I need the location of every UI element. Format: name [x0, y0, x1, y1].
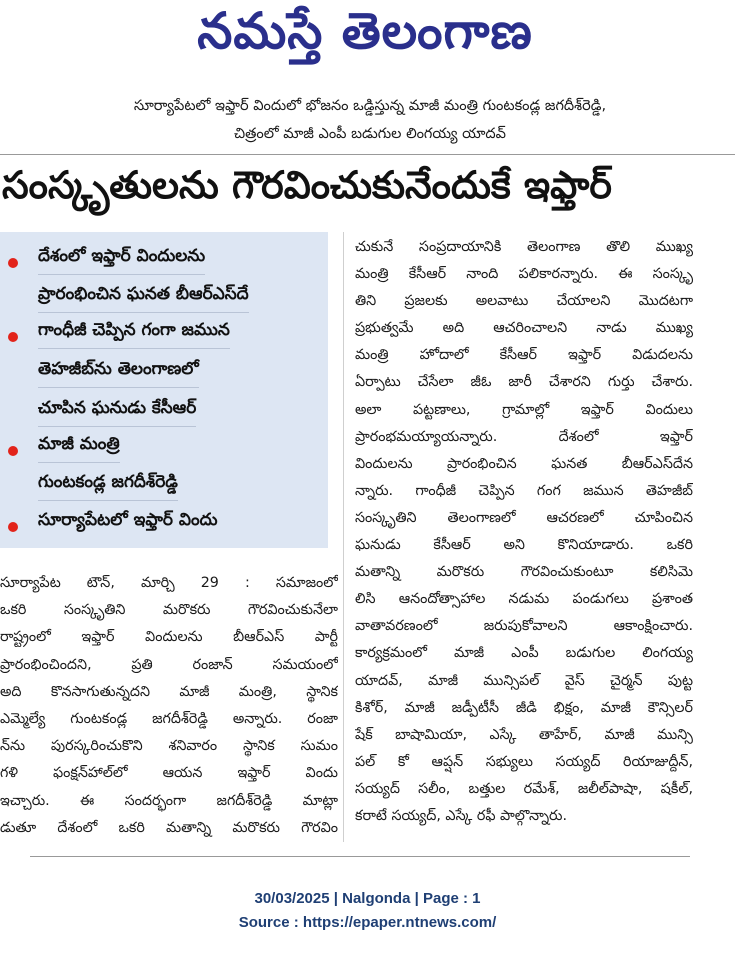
- body-line: ఇచ్చారు. ఈ సందర్భంగా జగదీశ్‌రెడ్డి మాట్లా: [0, 792, 338, 809]
- body-line: అలా పట్టణాలు, గ్రామాల్లో ఇఫ్తార్ విందులు: [355, 401, 693, 418]
- body-line: న్నారు. గాంధీజీ చెప్పిన గంగ జమున తెహజీబ్: [355, 482, 693, 499]
- highlight-line: గాంధీజీ చెప్పిన గంగా జమున: [38, 320, 230, 349]
- caption-divider: [0, 154, 735, 155]
- bullet-icon: [8, 522, 18, 532]
- body-line: చుకునే సంప్రదాయానికి తెలంగాణ తొలి ముఖ్య: [355, 239, 693, 255]
- article-headline: సంస్కృతులను గౌరవించుకునేందుకే ఇఫ్తార్: [2, 163, 612, 207]
- body-line: పల్ కో ఆప్షన్ సభ్యులు సయ్యద్ రియాజుద్దీన్,: [355, 753, 693, 770]
- body-line: లిసి ఆనందోత్సాహాల నడుమ పండుగలు ప్రశాంత: [355, 591, 693, 608]
- photo-caption-line: సూర్యాపేటలో ఇఫ్తార్ విందులో భోజనం ఒడ్డిస్తున్న మాజీ మంత్రి గుంటకండ్ల జగదీశ్‌రెడ్డి,: [133, 98, 607, 114]
- body-line: డుతూ దేశంలో ఒకరి మతాన్ని మరొకరు గౌరవిం: [0, 819, 338, 836]
- body-line: ఘనుడు కేసీఆర్ అని కొనియాడారు. ఒకరి: [355, 537, 693, 554]
- photo-caption-line: చిత్రంలో మాజీ ఎంపీ బడుగుల లింగయ్య యాదవ్: [234, 126, 506, 142]
- body-line: ఎమ్మెల్యే గుంటకండ్ల జగదీశ్‌రెడ్డి అన్నారు. రంజా: [0, 710, 338, 727]
- highlight-line: తెహజీబ్‌ను తెలంగాణలో: [38, 359, 199, 388]
- body-line: మంత్రి హోదాలో కేసీఆర్ ఇఫ్తార్ విడుదలను: [355, 347, 693, 364]
- body-line: సయ్యద్ సలీం, బత్తుల రమేశ్, జలీల్‌పాషా, షకీల్,: [355, 780, 693, 797]
- body-line: కరాటే సయ్యద్, ఎస్కే రఫీ పాల్గొన్నారు.: [355, 807, 568, 824]
- body-line: తిని ప్రజలకు అలవాటు చేయాలని మొదటగా: [355, 293, 693, 310]
- bottom-divider: [30, 856, 690, 857]
- body-line: ఒకరి సంస్కృతిని మరొకరు గౌరవించుకునేలా: [0, 602, 338, 619]
- highlight-line: మాజీ మంత్రి: [38, 434, 120, 463]
- bullet-icon: [8, 258, 18, 268]
- column-divider: [343, 232, 344, 842]
- article-body-right-column: [355, 234, 693, 830]
- body-line: ప్రారంభమయ్యాయన్నారు. దేశంలో ఇఫ్తార్: [355, 428, 693, 445]
- body-line: షేక్ బాషామియా, ఎస్కే తాహేర్, మాజీ మున్సి: [355, 726, 693, 743]
- highlight-line: దేశంలో ఇఫ్తార్ విందులను: [38, 246, 205, 275]
- body-line: సూర్యాపేట టౌన్, మార్చి 29 : సమాజంలో: [0, 575, 338, 591]
- body-line: రాష్ట్రంలో ఇఫ్తార్ విందులను బీఆర్‌ఎస్ పార్టీ: [0, 629, 338, 646]
- highlight-line: చూపిన ఘనుడు కేసీఆర్: [38, 398, 196, 427]
- body-line: మంత్రి కేసీఆర్ నాంది పలికారన్నారు. ఈ సంస్కృ: [355, 266, 693, 283]
- body-line: న్‌ను పురస్కరించుకొని శనివారం స్థానిక సుమం: [0, 738, 338, 755]
- source-link[interactable]: Source : https://epaper.ntnews.com/: [238, 914, 497, 931]
- bullet-icon: [8, 332, 18, 342]
- body-line: అది కొనసాగుతున్నదని మాజీ మంత్రి, స్థానిక: [0, 683, 338, 700]
- body-line: ప్రభుత్వమే అది ఆచరించాలని నాడు ముఖ్య: [355, 320, 693, 337]
- edition-info: 30/03/2025 | Nalgonda | Page : 1: [254, 890, 481, 907]
- body-line: కిశోర్, మాజీ జడ్పీటీసీ జీడి భిక్షం, మాజీ కౌన్సిలర్: [355, 699, 693, 716]
- bullet-icon: [8, 446, 18, 456]
- highlight-line: గుంటకండ్ల జగదీశ్‌రెడ్డి: [38, 472, 178, 501]
- highlights-box: [0, 232, 328, 548]
- body-line: యాదవ్, మాజీ మున్సిపల్ వైస్ చైర్మన్ పుట్ట: [355, 672, 693, 689]
- highlight-line: ప్రారంభించిన ఘనత బీఆర్‌ఎస్‌దే: [38, 284, 249, 313]
- body-line: ఏర్పాటు చేసేలా జీఓ జారీ చేశారని గుర్తు చేశారు.: [355, 374, 693, 391]
- body-line: సంస్కృతిని తెలంగాణలో ఆచరణలో చూపించిన: [355, 509, 693, 526]
- masthead-title: నమస్తే తెలంగాణ: [197, 1, 533, 60]
- body-line: గళి ఫంక్షన్‌హాల్‌లో ఆయన ఇఫ్తార్ విందు: [0, 765, 338, 782]
- body-line: వాతావరణంలో జరుపుకోవాలని ఆకాంక్షించారు.: [355, 618, 693, 635]
- article-body-left-column: [0, 570, 338, 842]
- body-line: ప్రారంభించిందని, ప్రతి రంజాన్ సమయంలో: [0, 656, 338, 673]
- body-line: విందులను ప్రారంభించిన ఘనత బీఆర్‌ఎస్‌దేన: [355, 455, 693, 472]
- body-line: కార్యక్రమంలో మాజీ ఎంపీ బడుగుల లింగయ్య: [355, 645, 693, 662]
- body-line: మతాన్ని మరొకరు గౌరవించుకుంటూ కలిసిమె: [355, 564, 693, 581]
- highlight-line: సూర్యాపేటలో ఇఫ్తార్ విందు: [38, 510, 218, 530]
